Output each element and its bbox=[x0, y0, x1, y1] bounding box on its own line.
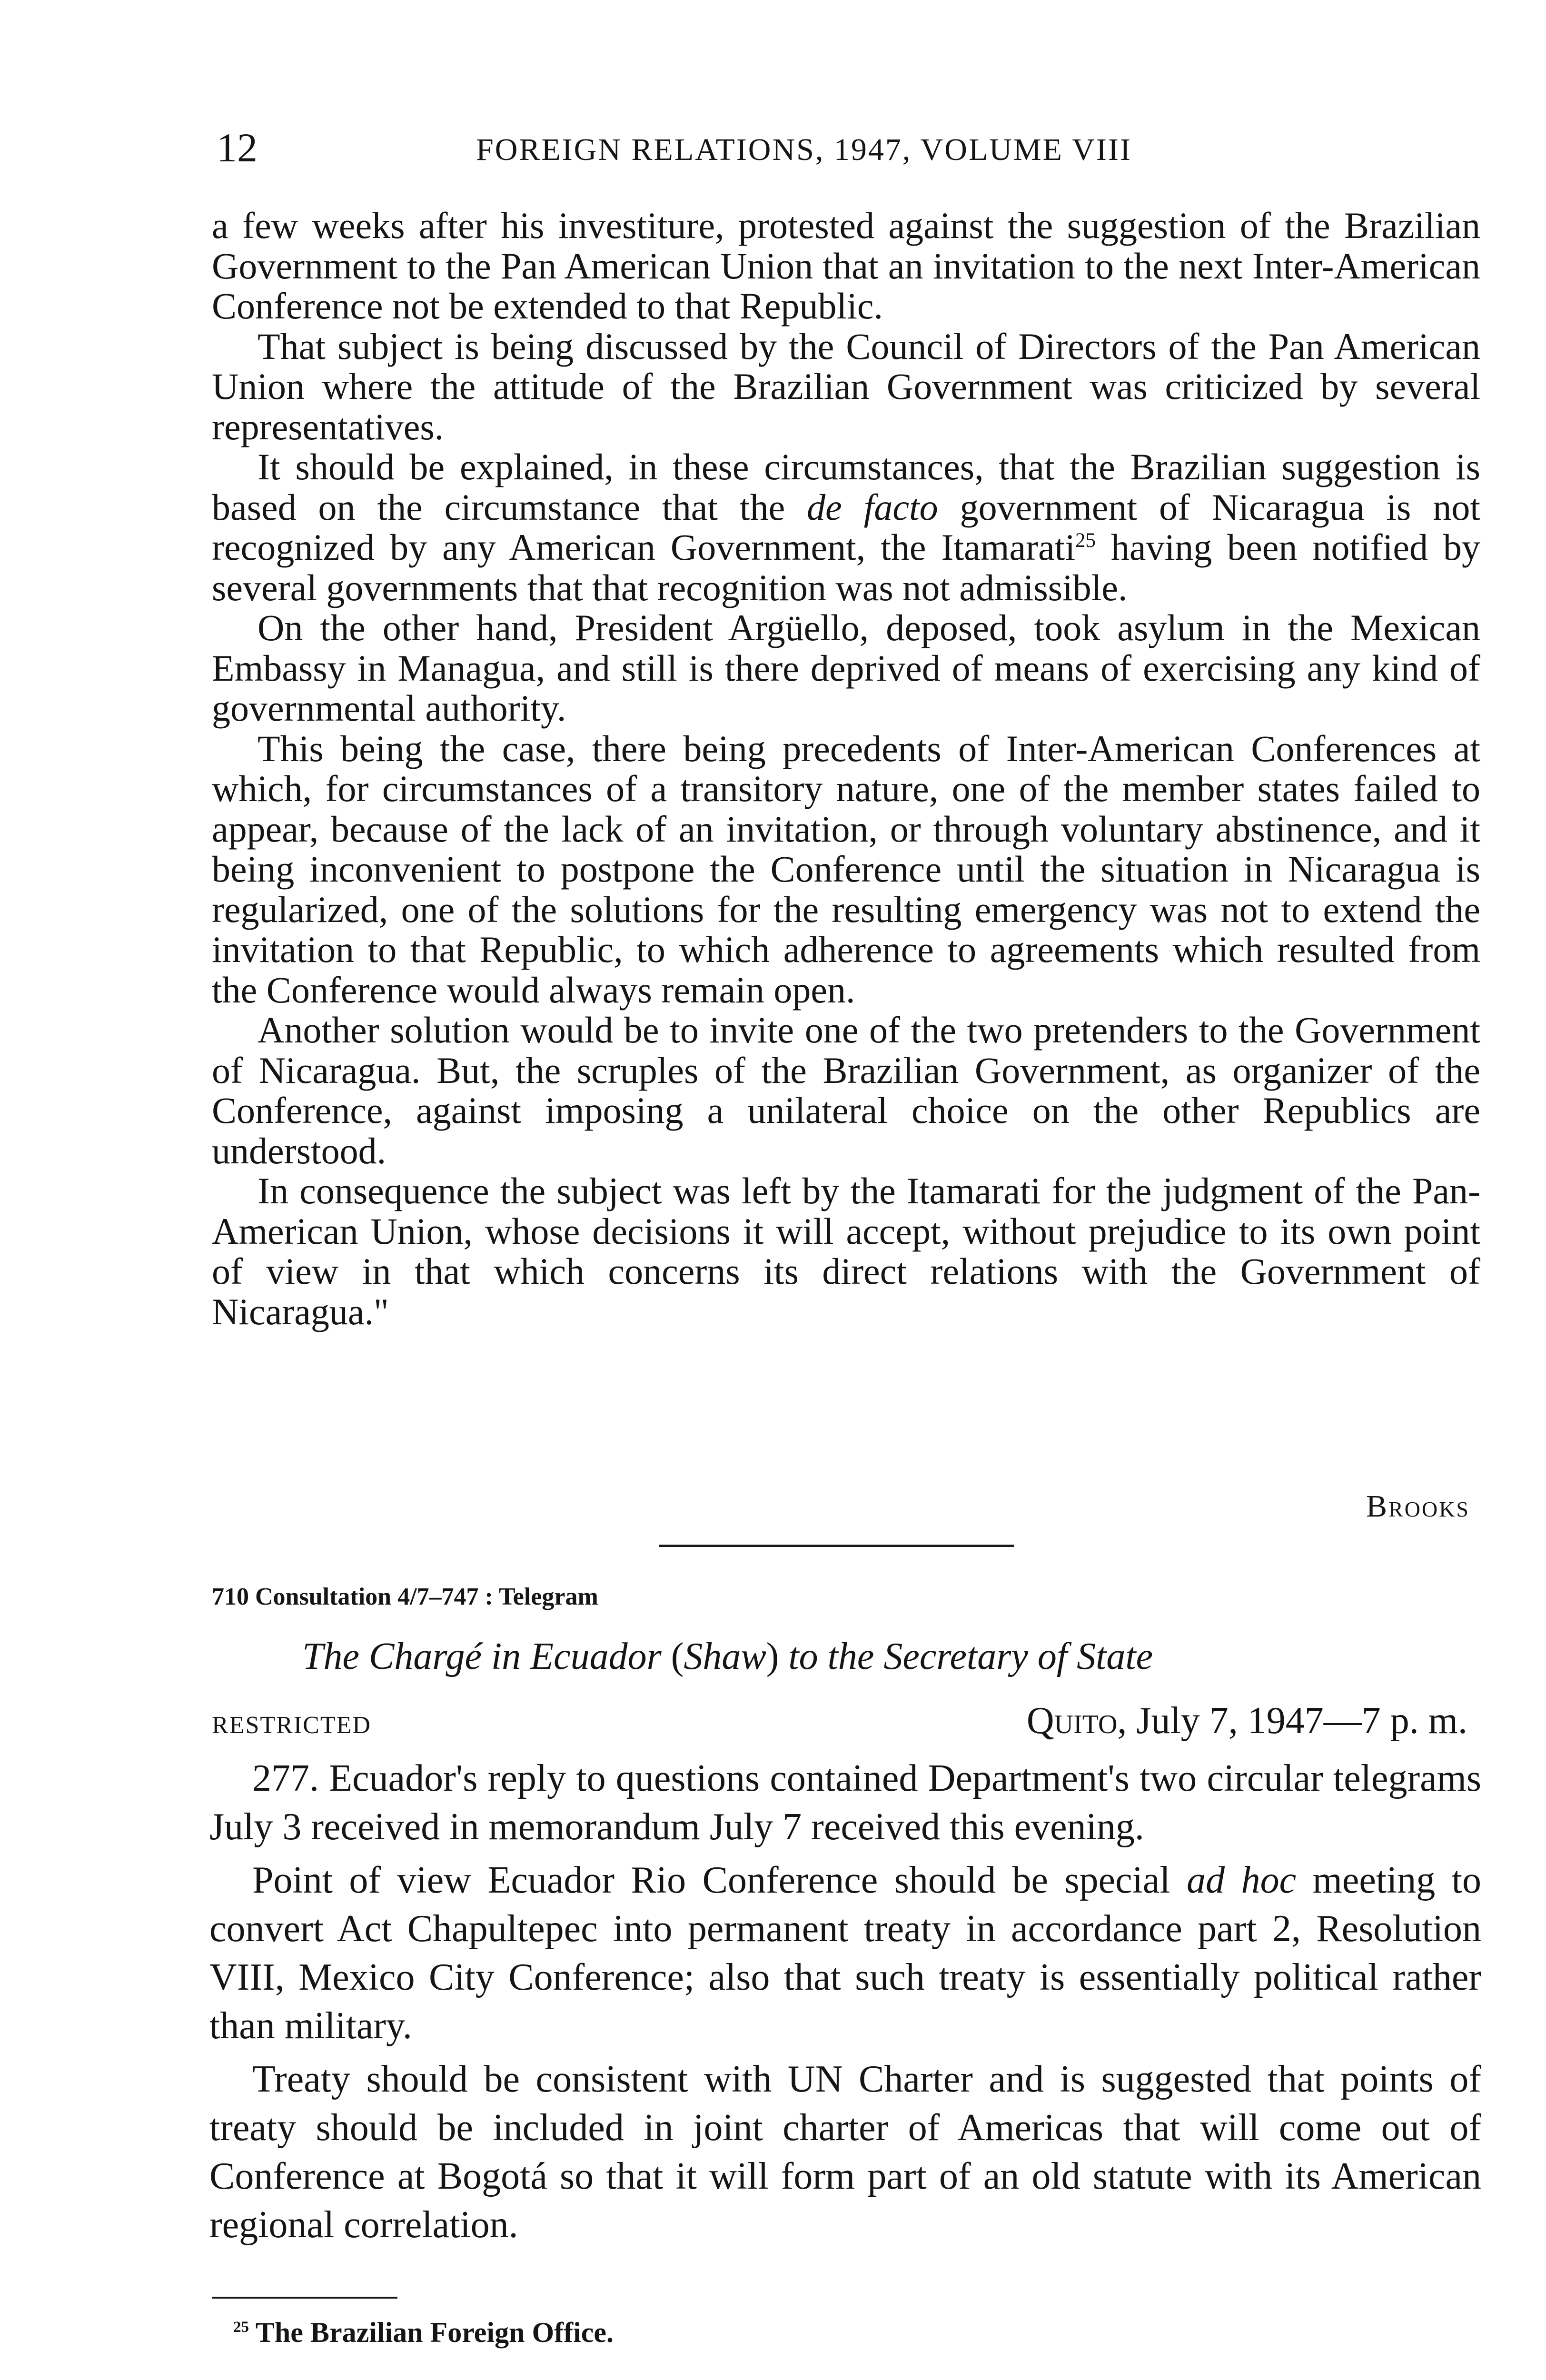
footnote-marker: 25 bbox=[233, 2319, 249, 2336]
running-title: FOREIGN RELATIONS, 1947, VOLUME VIII bbox=[476, 132, 1132, 167]
continued-text bbox=[212, 206, 1480, 1332]
section-divider bbox=[659, 1545, 1014, 1547]
paragraph: 277. Ecuador's reply to questions contained Department's two circular telegrams July 3 received in memorandum July 7 received this evening. bbox=[209, 1757, 1481, 1848]
paragraph: Another solution would be to invite one of the two pretenders to the Government of Nicaragua. But, the scruples of the Brazilian Government, as organizer of the Conference, against imposing a unilateral choice on the other Republics are understood. bbox=[212, 1009, 1480, 1171]
footnote-reference: 25 bbox=[1075, 529, 1096, 552]
dateline bbox=[1027, 1697, 1467, 1745]
footnote-text: The Brazilian Foreign Office. bbox=[249, 2317, 614, 2348]
paragraph: Treaty should be consistent with UN Charter and is suggested that points of treaty should be included in joint charter of Americas that will come out of Conference at Bogotá so that it will form part of an old statute with its American regional correlation. bbox=[209, 2058, 1481, 2246]
italic-phrase: ad hoc bbox=[1187, 1859, 1297, 1901]
footnote bbox=[233, 2313, 614, 2351]
signature: Brooks bbox=[1366, 1489, 1470, 1524]
paragraph: This being the case, there being precedents of Inter-American Conferences at which, for circumstances of a transitory nature, one of the member states failed to appear, because of the lack of an invitation, or through voluntary abstinence, and it being inconvenient to postpone the Conference until the situation in Nicaragua is regularized, one of the solutions for the resulting emergency was not to extend the invitation to that Republic, to which adherence to agreements which resulted from the Conference would always remain open. bbox=[212, 727, 1480, 1011]
classification-label: RESTRICTED bbox=[212, 1712, 371, 1739]
running-header bbox=[217, 121, 1473, 174]
dateline-place: Quito, bbox=[1026, 1700, 1127, 1742]
footnote-divider bbox=[212, 2297, 397, 2299]
paragraph: It should be explained, in these circumstances, that the Brazilian suggestion is based on the circumstance that the de facto government of Nicaragua is not recognized by any American Government, the Itamarati$^{25}$ having been notified by several governments that that recognition was not admissible. bbox=[212, 446, 1480, 608]
paragraph: a few weeks after his investiture, protested against the suggestion of the Brazilian Government to the Pan American Union that an invitation to the next Inter-American Conference not be extended to that Republic. bbox=[212, 205, 1480, 327]
document-title: The Chargé in Ecuador (Shaw) to the Secretary of State bbox=[302, 1636, 1153, 1677]
paragraph: That subject is being discussed by the Council of Directors of the Pan American Union where the attitude of the Brazilian Government was criticized by several representatives. bbox=[212, 325, 1480, 447]
paragraph: On the other hand, President Argüello, deposed, took asylum in the Mexican Embassy in Managua, and still is there deprived of means of exercising any kind of governmental authority. bbox=[212, 607, 1480, 729]
file-reference: 710 Consultation 4/7–747 : Telegram bbox=[212, 1583, 598, 1610]
dateline-date: July 7, 1947—7 p. m. bbox=[1127, 1700, 1467, 1742]
italic-phrase: de facto bbox=[807, 486, 938, 528]
page-number: 12 bbox=[217, 125, 258, 170]
paragraph: Point of view Ecuador Rio Conference should be special ad hoc meeting to convert Act Chapultepec into permanent treaty in accordance part 2, Resolution VIII, Mexico City Conference; also that such treaty is essentially political rather than military. bbox=[209, 1859, 1481, 2047]
telegram-body bbox=[209, 1754, 1481, 2254]
paragraph: In consequence the subject was left by the Itamarati for the judgment of the Pan-American Union, whose decisions it will accept, without prejudice to its own point of view in that which concerns its direct relations with the Government of Nicaragua." bbox=[212, 1170, 1480, 1332]
